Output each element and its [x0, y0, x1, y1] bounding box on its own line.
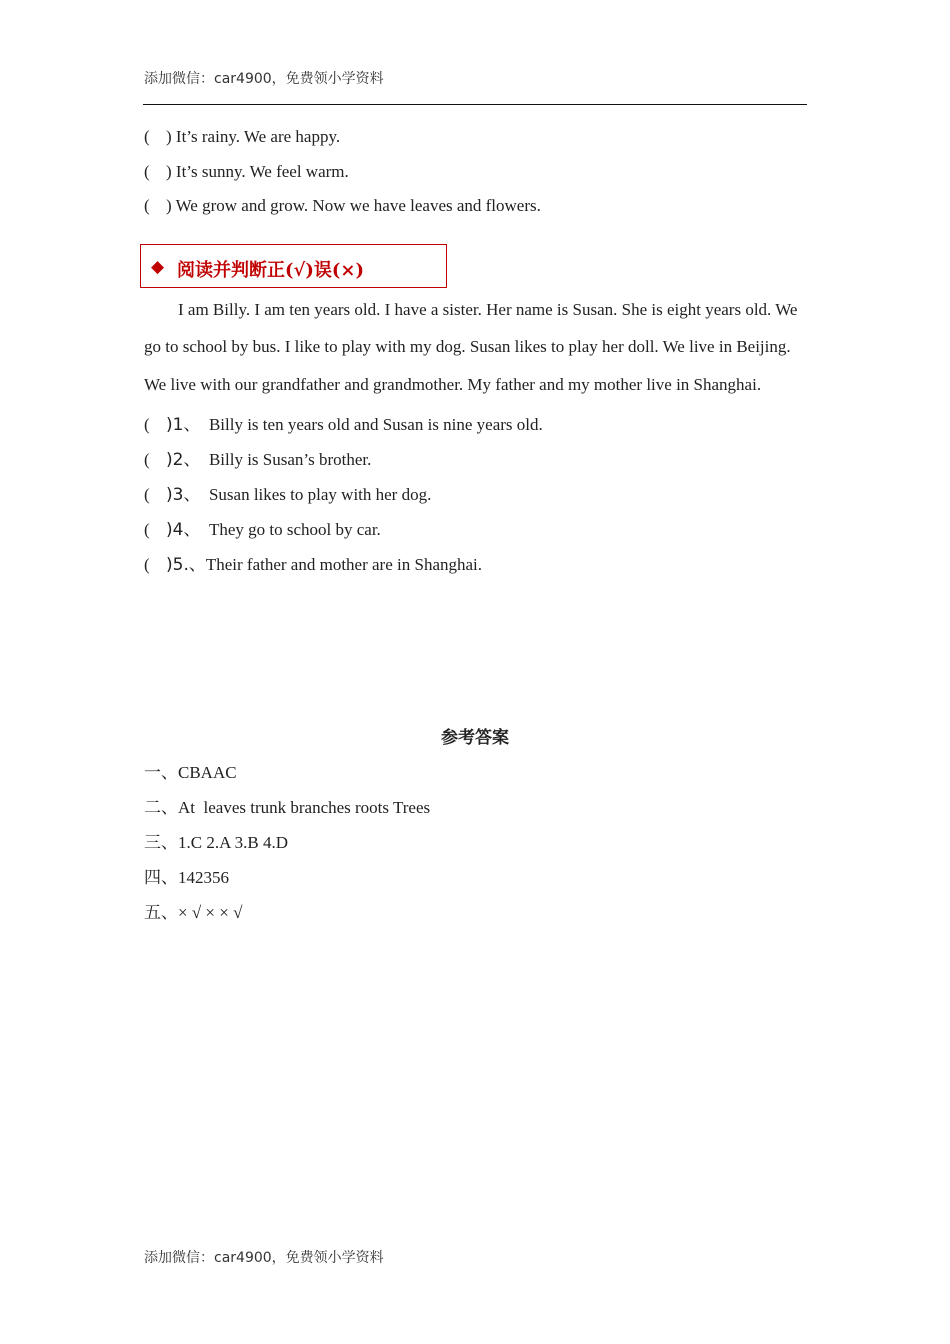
ordering-item-2 — [144, 162, 349, 182]
item-text: Billy is ten years old and Susan is nine years old. — [200, 415, 543, 434]
answer-text: At leaves trunk branches roots Trees — [178, 798, 431, 817]
answer-text: × √ × × √ — [178, 903, 243, 922]
judgment-item-5 — [144, 550, 482, 575]
ordering-item-1 — [144, 127, 340, 147]
answer-blank: ( — [144, 520, 150, 539]
answer-row-1 — [144, 758, 237, 783]
item-text: Susan likes to play with her dog. — [200, 485, 432, 504]
answers-title: 参考答案 — [441, 728, 509, 748]
answer-label: 二、 — [144, 798, 178, 818]
page-header: 添加微信：car4900，免费领小学资料 — [144, 71, 384, 87]
answer-blank: ( — [144, 555, 150, 574]
answer-label: 五、 — [144, 903, 178, 923]
answer-blank: ( — [144, 127, 150, 146]
answer-close: ) — [166, 127, 172, 146]
item-text: They go to school by car. — [200, 520, 381, 539]
answer-text: 142356 — [178, 868, 229, 887]
answer-blank: ( — [144, 162, 150, 181]
item-number: )5.、 — [166, 555, 206, 575]
item-text: Billy is Susan’s brother. — [200, 450, 372, 469]
judgment-item-4 — [144, 515, 381, 540]
answer-label: 一、 — [144, 763, 178, 783]
item-text: Their father and mother are in Shanghai. — [205, 555, 483, 574]
passage-line-3: We live with our grandfather and grandmother. My father and my mother live in Shanghai. — [144, 375, 762, 394]
item-number: )3、 — [166, 485, 201, 505]
passage-line-2: go to school by bus. I like to play with my dog. Susan likes to play her doll. We live in Beijing. — [144, 337, 791, 356]
answer-label: 三、 — [144, 833, 178, 853]
answer-blank: ( — [144, 450, 150, 469]
answer-close: ) — [166, 162, 172, 181]
answer-close: ) — [166, 196, 172, 215]
item-text: It’s sunny. We feel warm. — [171, 162, 349, 181]
answer-text: 1.C 2.A 3.B 4.D — [178, 833, 289, 852]
header-divider — [143, 104, 807, 105]
answer-row-2 — [144, 793, 430, 818]
answer-text: CBAAC — [178, 763, 237, 782]
answer-row-3 — [144, 828, 288, 853]
judgment-item-2 — [144, 445, 371, 470]
diamond-icon: ◆ — [151, 257, 165, 276]
answer-blank: ( — [144, 485, 150, 504]
item-number: )2、 — [166, 450, 201, 470]
answer-label: 四、 — [144, 868, 178, 888]
section-heading-box — [140, 244, 447, 288]
item-number: )4、 — [166, 520, 201, 540]
answer-blank: ( — [144, 196, 150, 215]
item-text: We grow and grow. Now we have leaves and flowers. — [171, 196, 541, 215]
page-footer: 添加微信：car4900，免费领小学资料 — [144, 1250, 384, 1266]
judgment-item-1 — [144, 410, 543, 435]
judgment-item-3 — [144, 480, 431, 505]
answer-row-4 — [144, 863, 229, 888]
item-text: It’s rainy. We are happy. — [171, 127, 341, 146]
passage-line-1: I am Billy. I am ten years old. I have a sister. Her name is Susan. She is eight years old. We — [178, 300, 798, 319]
section-title: 阅读并判断正(√)误(×) — [177, 260, 364, 281]
answer-row-5 — [144, 898, 242, 923]
item-number: )1、 — [166, 415, 201, 435]
ordering-item-3 — [144, 196, 541, 216]
answer-blank: ( — [144, 415, 150, 434]
